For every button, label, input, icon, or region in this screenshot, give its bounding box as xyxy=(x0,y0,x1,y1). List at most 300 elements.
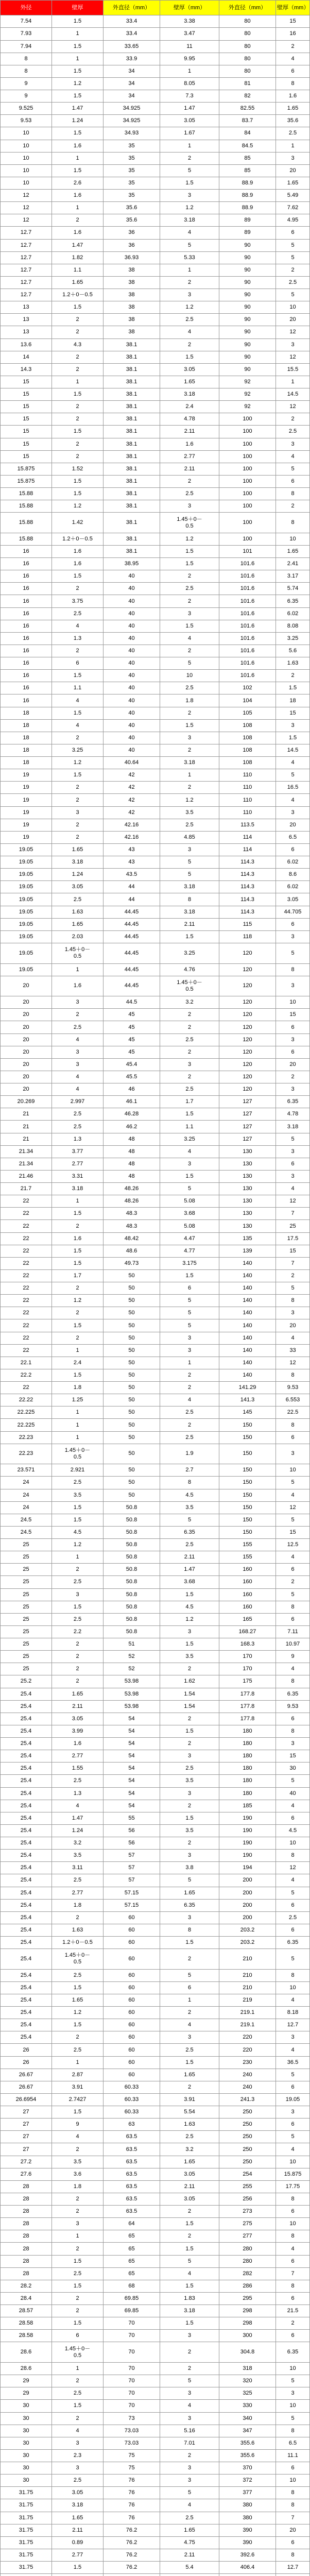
cell-wall-thickness-1: 1.2 xyxy=(52,2007,104,2019)
cell-outer-diameter-1: 25 xyxy=(1,1564,52,1576)
cell-outer-diameter-2: 52 xyxy=(104,1663,160,1675)
cell-wall-thickness-2: 2.5 xyxy=(160,819,219,831)
cell-outer-diameter-1: 12.7 xyxy=(1,251,52,264)
cell-wall-thickness-2: 3.175 xyxy=(160,1257,219,1269)
cell-outer-diameter-3: 100 xyxy=(219,475,276,487)
cell-outer-diameter-1: 7.94 xyxy=(1,40,52,53)
cell-wall-thickness-2: 3.8 xyxy=(160,1862,219,1874)
cell-outer-diameter-1: 24 xyxy=(1,1489,52,1501)
cell-outer-diameter-3: 120 xyxy=(219,996,276,1009)
cell-outer-diameter-3: 101 xyxy=(219,545,276,557)
cell-outer-diameter-3: 81 xyxy=(219,77,276,90)
table-row xyxy=(1,2143,310,2156)
table-row xyxy=(1,707,310,719)
cell-outer-diameter-3: 127 xyxy=(219,1096,276,1108)
cell-wall-thickness-3: 10 xyxy=(276,1981,310,1994)
cell-outer-diameter-2: 50.8 xyxy=(104,1625,160,1638)
cell-wall-thickness-1: 2.77 xyxy=(52,2549,104,2561)
table-row xyxy=(1,1195,310,1208)
cell-wall-thickness-1: 9 xyxy=(52,2119,104,2131)
cell-outer-diameter-2: 45.4 xyxy=(104,1058,160,1071)
table-row xyxy=(1,1700,310,1713)
cell-outer-diameter-2: 60 xyxy=(104,1969,160,1981)
cell-wall-thickness-1: 1.2 xyxy=(52,757,104,769)
cell-outer-diameter-2: 50.8 xyxy=(104,1501,160,1514)
cell-wall-thickness-1: 2.997 xyxy=(52,1096,104,1108)
cell-wall-thickness-1: 2 xyxy=(52,2305,104,2317)
cell-outer-diameter-1: 21 xyxy=(1,1133,52,1145)
cell-wall-thickness-3: 20 xyxy=(276,314,310,326)
cell-outer-diameter-3: 325 xyxy=(219,2387,276,2400)
cell-wall-thickness-1: 2.5 xyxy=(52,893,104,906)
cell-wall-thickness-1: 1.5 xyxy=(52,1245,104,1257)
cell-outer-diameter-1: 28.2 xyxy=(1,2280,52,2292)
table-row xyxy=(1,719,310,732)
cell-wall-thickness-2: 2 xyxy=(160,1382,219,1394)
cell-outer-diameter-3: 101.6 xyxy=(219,620,276,632)
cell-outer-diameter-2: 40 xyxy=(104,670,160,682)
table-row xyxy=(1,1394,310,1406)
cell-outer-diameter-3: 168.27 xyxy=(219,1625,276,1638)
cell-outer-diameter-1: 25.4 xyxy=(1,1700,52,1713)
table-row xyxy=(1,1762,310,1775)
cell-outer-diameter-2: 46.1 xyxy=(104,1096,160,1108)
cell-outer-diameter-2: 45 xyxy=(104,1021,160,1033)
table-row xyxy=(1,1775,310,1787)
cell-wall-thickness-1: 4.3 xyxy=(52,338,104,351)
cell-outer-diameter-2: 33.4 xyxy=(104,15,160,28)
table-row xyxy=(1,1307,310,1319)
cell-outer-diameter-2: 65 xyxy=(104,2230,160,2243)
cell-wall-thickness-2: 2.5 xyxy=(160,1083,219,1096)
cell-outer-diameter-1: 25 xyxy=(1,1601,52,1613)
cell-outer-diameter-3: 200 xyxy=(219,1911,276,1924)
cell-outer-diameter-2: 73 xyxy=(104,2412,160,2425)
cell-wall-thickness-1: 4 xyxy=(52,1800,104,1812)
cell-wall-thickness-3: 8 xyxy=(276,1601,310,1613)
cell-wall-thickness-1: 1.65 xyxy=(52,276,104,289)
table-row xyxy=(1,251,310,264)
table-row xyxy=(1,881,310,893)
cell-outer-diameter-3: 120 xyxy=(219,1021,276,1033)
cell-outer-diameter-3: 150 xyxy=(219,1526,276,1538)
cell-wall-thickness-1: 4 xyxy=(52,1083,104,1096)
cell-wall-thickness-2: 5 xyxy=(160,2487,219,2499)
table-row xyxy=(1,1282,310,1295)
table-row xyxy=(1,202,310,214)
cell-wall-thickness-2: 3 xyxy=(160,2412,219,2425)
cell-wall-thickness-1: 2.5 xyxy=(52,1613,104,1625)
cell-outer-diameter-2: 60 xyxy=(104,1937,160,1949)
cell-wall-thickness-3: 6 xyxy=(276,918,310,930)
cell-outer-diameter-2: 76.2 xyxy=(104,2562,160,2574)
cell-outer-diameter-1: 19.05 xyxy=(1,893,52,906)
cell-outer-diameter-1: 20 xyxy=(1,1071,52,1083)
cell-wall-thickness-1: 2 xyxy=(52,2206,104,2218)
table-row xyxy=(1,906,310,918)
cell-wall-thickness-2: 4 xyxy=(160,2019,219,2031)
cell-wall-thickness-1: 1.24 xyxy=(52,115,104,127)
cell-wall-thickness-2: 1 xyxy=(160,140,219,152)
cell-wall-thickness-1: 2 xyxy=(52,326,104,338)
cell-outer-diameter-1: 29 xyxy=(1,2375,52,2387)
cell-outer-diameter-2: 36 xyxy=(104,227,160,239)
cell-wall-thickness-2: 1.67 xyxy=(160,127,219,140)
cell-wall-thickness-2: 5 xyxy=(160,1307,219,1319)
cell-wall-thickness-2: 6 xyxy=(160,1981,219,1994)
cell-wall-thickness-2: 5 xyxy=(160,1183,219,1195)
cell-wall-thickness-3: 5 xyxy=(276,1887,310,1899)
cell-outer-diameter-3: 120 xyxy=(219,1009,276,1021)
table-row xyxy=(1,301,310,314)
cell-outer-diameter-2: 48.26 xyxy=(104,1195,160,1208)
cell-outer-diameter-2: 40 xyxy=(104,645,160,657)
cell-wall-thickness-3: 5 xyxy=(276,2412,310,2425)
cell-outer-diameter-2: 44.45 xyxy=(104,976,160,996)
cell-wall-thickness-3: 3 xyxy=(276,2031,310,2044)
cell-outer-diameter-1: 15.88 xyxy=(1,533,52,545)
cell-outer-diameter-1: 25.4 xyxy=(1,1812,52,1824)
cell-wall-thickness-2: 1.9 xyxy=(160,1444,219,1464)
table-row xyxy=(1,1981,310,1994)
cell-outer-diameter-2: 43.5 xyxy=(104,869,160,881)
cell-outer-diameter-3: 100 xyxy=(219,533,276,545)
cell-outer-diameter-2: 70 xyxy=(104,2330,160,2342)
table-row xyxy=(1,413,310,426)
cell-outer-diameter-3: 120 xyxy=(219,1083,276,1096)
cell-wall-thickness-1: 3 xyxy=(52,2218,104,2230)
cell-outer-diameter-1: 15 xyxy=(1,450,52,463)
cell-outer-diameter-3: 200 xyxy=(219,1887,276,1899)
cell-wall-thickness-3: 44.705 xyxy=(276,906,310,918)
table-row xyxy=(1,632,310,645)
cell-outer-diameter-1: 19.05 xyxy=(1,856,52,869)
cell-outer-diameter-3: 104 xyxy=(219,694,276,707)
cell-wall-thickness-3: 6 xyxy=(276,227,310,239)
cell-outer-diameter-1: 7.54 xyxy=(1,15,52,28)
cell-outer-diameter-3: 80 xyxy=(219,40,276,53)
cell-outer-diameter-1: 18 xyxy=(1,707,52,719)
cell-outer-diameter-1: 12 xyxy=(1,202,52,214)
table-row xyxy=(1,65,310,77)
table-row xyxy=(1,1911,310,1924)
cell-wall-thickness-2: 2 xyxy=(160,570,219,583)
cell-wall-thickness-3: 10 xyxy=(276,1464,310,1477)
cell-wall-thickness-3: 20 xyxy=(276,2524,310,2536)
cell-outer-diameter-1: 24.5 xyxy=(1,1514,52,1526)
cell-wall-thickness-1: 1.5 xyxy=(52,388,104,401)
cell-wall-thickness-1: 1.5 xyxy=(52,40,104,53)
cell-outer-diameter-2: 57 xyxy=(104,1850,160,1862)
table-row xyxy=(1,1033,310,1046)
cell-outer-diameter-1: 27.6 xyxy=(1,2168,52,2180)
cell-wall-thickness-3: 6.35 xyxy=(276,2342,310,2363)
cell-outer-diameter-2: 57.15 xyxy=(104,1887,160,1899)
table-row xyxy=(1,2280,310,2292)
cell-outer-diameter-3: 100 xyxy=(219,488,276,500)
cell-wall-thickness-3: 2 xyxy=(276,264,310,276)
cell-outer-diameter-3: 219 xyxy=(219,1994,276,2006)
cell-wall-thickness-2: 5 xyxy=(160,1295,219,1307)
cell-outer-diameter-2: 35.6 xyxy=(104,214,160,227)
cell-wall-thickness-2: 3.2 xyxy=(160,996,219,1009)
table-row xyxy=(1,976,310,996)
cell-outer-diameter-3: 230 xyxy=(219,2056,276,2069)
table-row xyxy=(1,1220,310,1232)
cell-outer-diameter-2: 38.1 xyxy=(104,545,160,557)
cell-outer-diameter-2: 63.5 xyxy=(104,2131,160,2143)
cell-wall-thickness-1: 1.5 xyxy=(52,164,104,177)
table-row xyxy=(1,28,310,40)
cell-outer-diameter-1: 12 xyxy=(1,190,52,202)
table-row xyxy=(1,1269,310,1282)
table-row xyxy=(1,1121,310,1133)
cell-outer-diameter-1: 23.571 xyxy=(1,1464,52,1477)
cell-wall-thickness-3: 5 xyxy=(276,2375,310,2387)
cell-outer-diameter-2: 40 xyxy=(104,620,160,632)
cell-outer-diameter-1: 9.525 xyxy=(1,103,52,115)
cell-outer-diameter-1: 30 xyxy=(1,2475,52,2487)
cell-outer-diameter-1: 28 xyxy=(1,2230,52,2243)
table-body xyxy=(1,15,310,2576)
table-row xyxy=(1,620,310,632)
cell-wall-thickness-1: 1.47 xyxy=(52,1812,104,1824)
cell-wall-thickness-3: 3 xyxy=(276,1145,310,1158)
cell-outer-diameter-2: 34.925 xyxy=(104,115,160,127)
table-row xyxy=(1,2363,310,2375)
cell-wall-thickness-3: 20 xyxy=(276,1058,310,1071)
cell-wall-thickness-1: 0.89 xyxy=(52,2536,104,2549)
cell-outer-diameter-3: 280 xyxy=(219,2255,276,2267)
cell-outer-diameter-3: 177.8 xyxy=(219,1713,276,1725)
cell-outer-diameter-3: 145 xyxy=(219,1406,276,1419)
cell-outer-diameter-1: 30 xyxy=(1,2412,52,2425)
cell-outer-diameter-3: 250 xyxy=(219,2156,276,2168)
cell-wall-thickness-3: 8.6 xyxy=(276,869,310,881)
table-row xyxy=(1,1750,310,1762)
cell-wall-thickness-1: 3.91 xyxy=(52,2081,104,2093)
cell-outer-diameter-3: 101.6 xyxy=(219,570,276,583)
cell-wall-thickness-1: 2 xyxy=(52,438,104,450)
cell-outer-diameter-3: 177.8 xyxy=(219,1688,276,1700)
cell-outer-diameter-1: 25.4 xyxy=(1,1762,52,1775)
cell-wall-thickness-2: 1.6 xyxy=(160,438,219,450)
cell-outer-diameter-2: 76 xyxy=(104,2512,160,2524)
cell-outer-diameter-1: 16 xyxy=(1,607,52,620)
cell-wall-thickness-1: 2 xyxy=(52,401,104,413)
cell-wall-thickness-2: 8.05 xyxy=(160,77,219,90)
cell-wall-thickness-2: 4 xyxy=(160,2400,219,2412)
cell-outer-diameter-3: 115 xyxy=(219,918,276,930)
cell-outer-diameter-1: 22 xyxy=(1,1382,52,1394)
cell-outer-diameter-1: 25.4 xyxy=(1,1949,52,1970)
cell-outer-diameter-3: 110 xyxy=(219,806,276,819)
cell-outer-diameter-3: 113.5 xyxy=(219,819,276,831)
table-row xyxy=(1,2031,310,2044)
cell-wall-thickness-3: 10 xyxy=(276,533,310,545)
table-row xyxy=(1,1477,310,1489)
cell-outer-diameter-3: 100 xyxy=(219,426,276,438)
cell-outer-diameter-2: 50 xyxy=(104,1477,160,1489)
cell-wall-thickness-2: 5.54 xyxy=(160,2106,219,2119)
table-row xyxy=(1,438,310,450)
cell-outer-diameter-3: 150 xyxy=(219,1419,276,1431)
cell-outer-diameter-1: 21.34 xyxy=(1,1158,52,1170)
cell-wall-thickness-2: 1.83 xyxy=(160,2292,219,2304)
cell-wall-thickness-2: 1.5 xyxy=(160,1937,219,1949)
cell-wall-thickness-3: 14.5 xyxy=(276,388,310,401)
cell-wall-thickness-1: 1 xyxy=(52,2230,104,2243)
cell-wall-thickness-3: 2 xyxy=(276,670,310,682)
table-row xyxy=(1,1899,310,1911)
cell-wall-thickness-2: 4 xyxy=(160,2267,219,2280)
cell-outer-diameter-3: 120 xyxy=(219,1046,276,1058)
table-row xyxy=(1,450,310,463)
table-row xyxy=(1,1208,310,1220)
cell-outer-diameter-3: 101.6 xyxy=(219,583,276,595)
cell-outer-diameter-1: 19.05 xyxy=(1,943,52,963)
cell-wall-thickness-1: 2.77 xyxy=(52,1750,104,1762)
cell-outer-diameter-1: 16 xyxy=(1,632,52,645)
cell-wall-thickness-1: 2 xyxy=(52,1564,104,1576)
cell-outer-diameter-2: 38 xyxy=(104,326,160,338)
cell-outer-diameter-3: 80 xyxy=(219,65,276,77)
cell-outer-diameter-1: 25.4 xyxy=(1,1824,52,1837)
cell-outer-diameter-2: 50 xyxy=(104,1464,160,1477)
cell-outer-diameter-3: 141.29 xyxy=(219,1382,276,1394)
cell-wall-thickness-1: 1.2 xyxy=(52,77,104,90)
cell-outer-diameter-2: 75 xyxy=(104,2462,160,2475)
cell-outer-diameter-2: 50 xyxy=(104,1394,160,1406)
cell-outer-diameter-2: 76 xyxy=(104,2499,160,2512)
table-row xyxy=(1,1564,310,1576)
cell-outer-diameter-3 xyxy=(219,2574,276,2576)
cell-wall-thickness-1: 3 xyxy=(52,806,104,819)
cell-wall-thickness-3: 3 xyxy=(276,976,310,996)
table-row xyxy=(1,500,310,513)
cell-wall-thickness-2: 4.77 xyxy=(160,1245,219,1257)
cell-outer-diameter-1: 20 xyxy=(1,1009,52,1021)
cell-wall-thickness-2: 1 xyxy=(160,1357,219,1369)
cell-wall-thickness-2: 2 xyxy=(160,645,219,657)
cell-outer-diameter-3: 130 xyxy=(219,1145,276,1158)
cell-wall-thickness-3: 8 xyxy=(276,1850,310,1862)
cell-outer-diameter-3: 210 xyxy=(219,1969,276,1981)
table-row xyxy=(1,2255,310,2267)
cell-outer-diameter-3: 160 xyxy=(219,1576,276,1588)
table-row xyxy=(1,475,310,487)
table-row xyxy=(1,570,310,583)
cell-wall-thickness-1: 2.5 xyxy=(52,1576,104,1588)
table-row xyxy=(1,1994,310,2006)
cell-outer-diameter-2: 57 xyxy=(104,1874,160,1887)
cell-wall-thickness-3: 6 xyxy=(276,1431,310,1444)
table-row xyxy=(1,2305,310,2317)
cell-wall-thickness-2: 1.65 xyxy=(160,2156,219,2168)
cell-wall-thickness-2: 4.78 xyxy=(160,413,219,426)
table-row xyxy=(1,227,310,239)
cell-wall-thickness-2: 1 xyxy=(160,264,219,276)
table-row xyxy=(1,1170,310,1182)
table-row xyxy=(1,1133,310,1145)
cell-wall-thickness-3: 8 xyxy=(276,2425,310,2437)
cell-wall-thickness-1: 3.2 xyxy=(52,1837,104,1850)
cell-wall-thickness-3: 8 xyxy=(276,1675,310,1688)
cell-wall-thickness-2: 7.3 xyxy=(160,90,219,103)
cell-outer-diameter-2: 50 xyxy=(104,1295,160,1307)
cell-outer-diameter-3: 114.3 xyxy=(219,869,276,881)
table-row xyxy=(1,2317,310,2330)
cell-outer-diameter-2: 38.1 xyxy=(104,388,160,401)
cell-outer-diameter-3: 210 xyxy=(219,1981,276,1994)
table-row xyxy=(1,1874,310,1887)
cell-outer-diameter-3: 140 xyxy=(219,1332,276,1344)
cell-outer-diameter-3: 101.6 xyxy=(219,632,276,645)
cell-outer-diameter-3: 250 xyxy=(219,2131,276,2143)
cell-outer-diameter-3: 139 xyxy=(219,1245,276,1257)
cell-wall-thickness-1: 2.5 xyxy=(52,1969,104,1981)
cell-outer-diameter-2: 50.8 xyxy=(104,1576,160,1588)
cell-outer-diameter-1: 19.05 xyxy=(1,843,52,856)
cell-outer-diameter-2: 63.5 xyxy=(104,2193,160,2205)
cell-wall-thickness-2: 3.5 xyxy=(160,806,219,819)
cell-outer-diameter-2: 50.8 xyxy=(104,1514,160,1526)
cell-wall-thickness-3: 8 xyxy=(276,1969,310,1981)
cell-outer-diameter-1: 15.88 xyxy=(1,513,52,533)
cell-outer-diameter-1: 26.67 xyxy=(1,2069,52,2081)
cell-outer-diameter-3: 150 xyxy=(219,1501,276,1514)
cell-outer-diameter-1: 16 xyxy=(1,682,52,694)
cell-wall-thickness-1: 2 xyxy=(52,819,104,831)
cell-wall-thickness-1: 1.8 xyxy=(52,1382,104,1394)
cell-outer-diameter-2: 54 xyxy=(104,1800,160,1812)
cell-outer-diameter-1: 25.4 xyxy=(1,1837,52,1850)
table-row xyxy=(1,1862,310,1874)
cell-wall-thickness-3: 22.5 xyxy=(276,1406,310,1419)
cell-wall-thickness-2: 8 xyxy=(160,893,219,906)
table-row xyxy=(1,2106,310,2119)
cell-outer-diameter-1: 25.4 xyxy=(1,1899,52,1911)
cell-outer-diameter-2: 38.1 xyxy=(104,363,160,376)
table-row xyxy=(1,1800,310,1812)
cell-outer-diameter-1: 22.225 xyxy=(1,1419,52,1431)
table-row xyxy=(1,40,310,53)
cell-outer-diameter-3: 101.6 xyxy=(219,595,276,607)
cell-wall-thickness-3: 10.97 xyxy=(276,1638,310,1651)
cell-outer-diameter-1: 31.75 xyxy=(1,2562,52,2574)
cell-wall-thickness-2: 1.5 xyxy=(160,1812,219,1824)
cell-wall-thickness-1: 2.5 xyxy=(52,2387,104,2400)
cell-outer-diameter-3: 100 xyxy=(219,463,276,475)
cell-wall-thickness-1: 2 xyxy=(52,413,104,426)
table-row xyxy=(1,943,310,963)
table-row xyxy=(1,657,310,670)
cell-outer-diameter-2: 45 xyxy=(104,1046,160,1058)
cell-wall-thickness-2: 5 xyxy=(160,1514,219,1526)
table-row xyxy=(1,645,310,657)
cell-outer-diameter-1: 16 xyxy=(1,657,52,670)
cell-outer-diameter-2: 34.925 xyxy=(104,103,160,115)
cell-wall-thickness-1: 1.5 xyxy=(52,1257,104,1269)
table-row xyxy=(1,996,310,1009)
cell-outer-diameter-2: 48 xyxy=(104,1170,160,1182)
cell-outer-diameter-2: 44.45 xyxy=(104,906,160,918)
cell-wall-thickness-1: 2 xyxy=(52,214,104,227)
table-row xyxy=(1,782,310,794)
table-row xyxy=(1,1332,310,1344)
cell-outer-diameter-3: 240 xyxy=(219,2069,276,2081)
cell-outer-diameter-2: 38 xyxy=(104,314,160,326)
